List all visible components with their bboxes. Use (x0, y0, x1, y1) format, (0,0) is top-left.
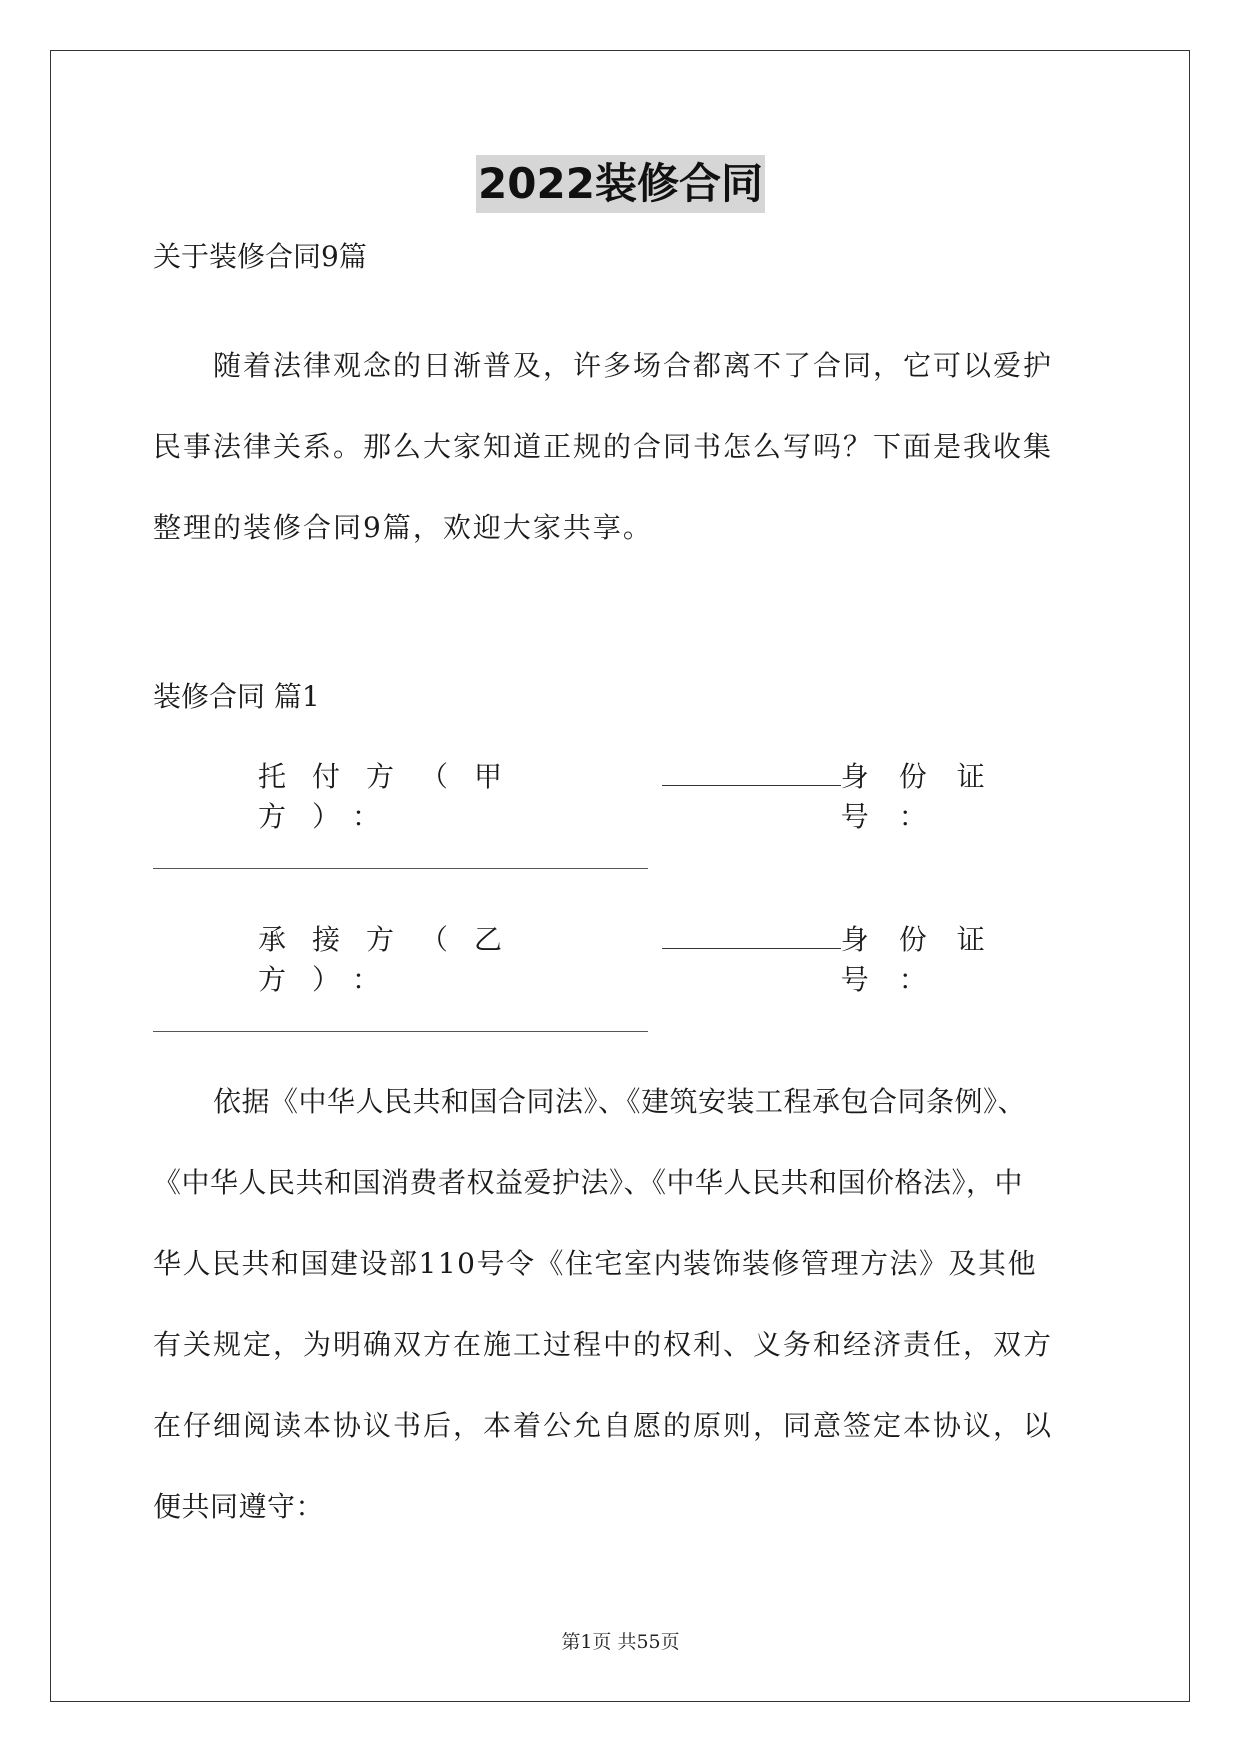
body-line-3: 华人民共和国建设部110号令《住宅室内装饰装修管理方法》及其他 (153, 1247, 1037, 1280)
party-b-name-blank[interactable] (662, 922, 841, 949)
party-b-row (153, 920, 1091, 1000)
party-a-label: 托付方（甲方）： (258, 760, 529, 833)
party-a-name-blank[interactable] (662, 759, 841, 786)
page-title: 2022装修合同 (476, 155, 765, 213)
body-line-6: 便共同遵守： (153, 1490, 325, 1523)
party-b-id-blank[interactable] (153, 1031, 648, 1032)
party-b-id-label: 身份证号： (840, 923, 1015, 996)
intro-line-3: 整理的装修合同9篇，欢迎大家共享。 (153, 511, 653, 544)
party-a-row (153, 757, 1091, 837)
body-line-5: 在仔细阅读本协议书后，本着公允自愿的原则，同意签定本协议，以 (153, 1409, 1054, 1442)
body-paragraph (153, 1082, 1091, 1568)
intro-paragraph (153, 346, 1091, 589)
intro-line-2: 民事法律关系。那么大家知道正规的合同书怎么写吗？下面是我收集 (153, 430, 1054, 463)
party-b-label: 承接方（乙方）： (258, 923, 529, 996)
document-subtitle: 关于装修合同9篇 (153, 240, 367, 273)
section-heading: 装修合同 篇1 (153, 680, 320, 713)
party-a-id-blank[interactable] (153, 868, 648, 869)
body-line-1: 依据《中华人民共和国合同法》、《建筑安装工程承包合同条例》、 (213, 1085, 1027, 1118)
body-line-4: 有关规定，为明确双方在施工过程中的权利、义务和经济责任，双方 (153, 1328, 1054, 1361)
page-footer: 第1页 共55页 (561, 1631, 680, 1653)
party-a-id-label: 身份证号： (840, 760, 1015, 833)
title-container (0, 155, 1241, 213)
intro-line-1: 随着法律观念的日渐普及，许多场合都离不了合同，它可以爱护 (213, 349, 1054, 382)
body-line-2: 《中华人民共和国消费者权益爱护法》、《中华人民共和国价格法》，中 (153, 1166, 1024, 1199)
